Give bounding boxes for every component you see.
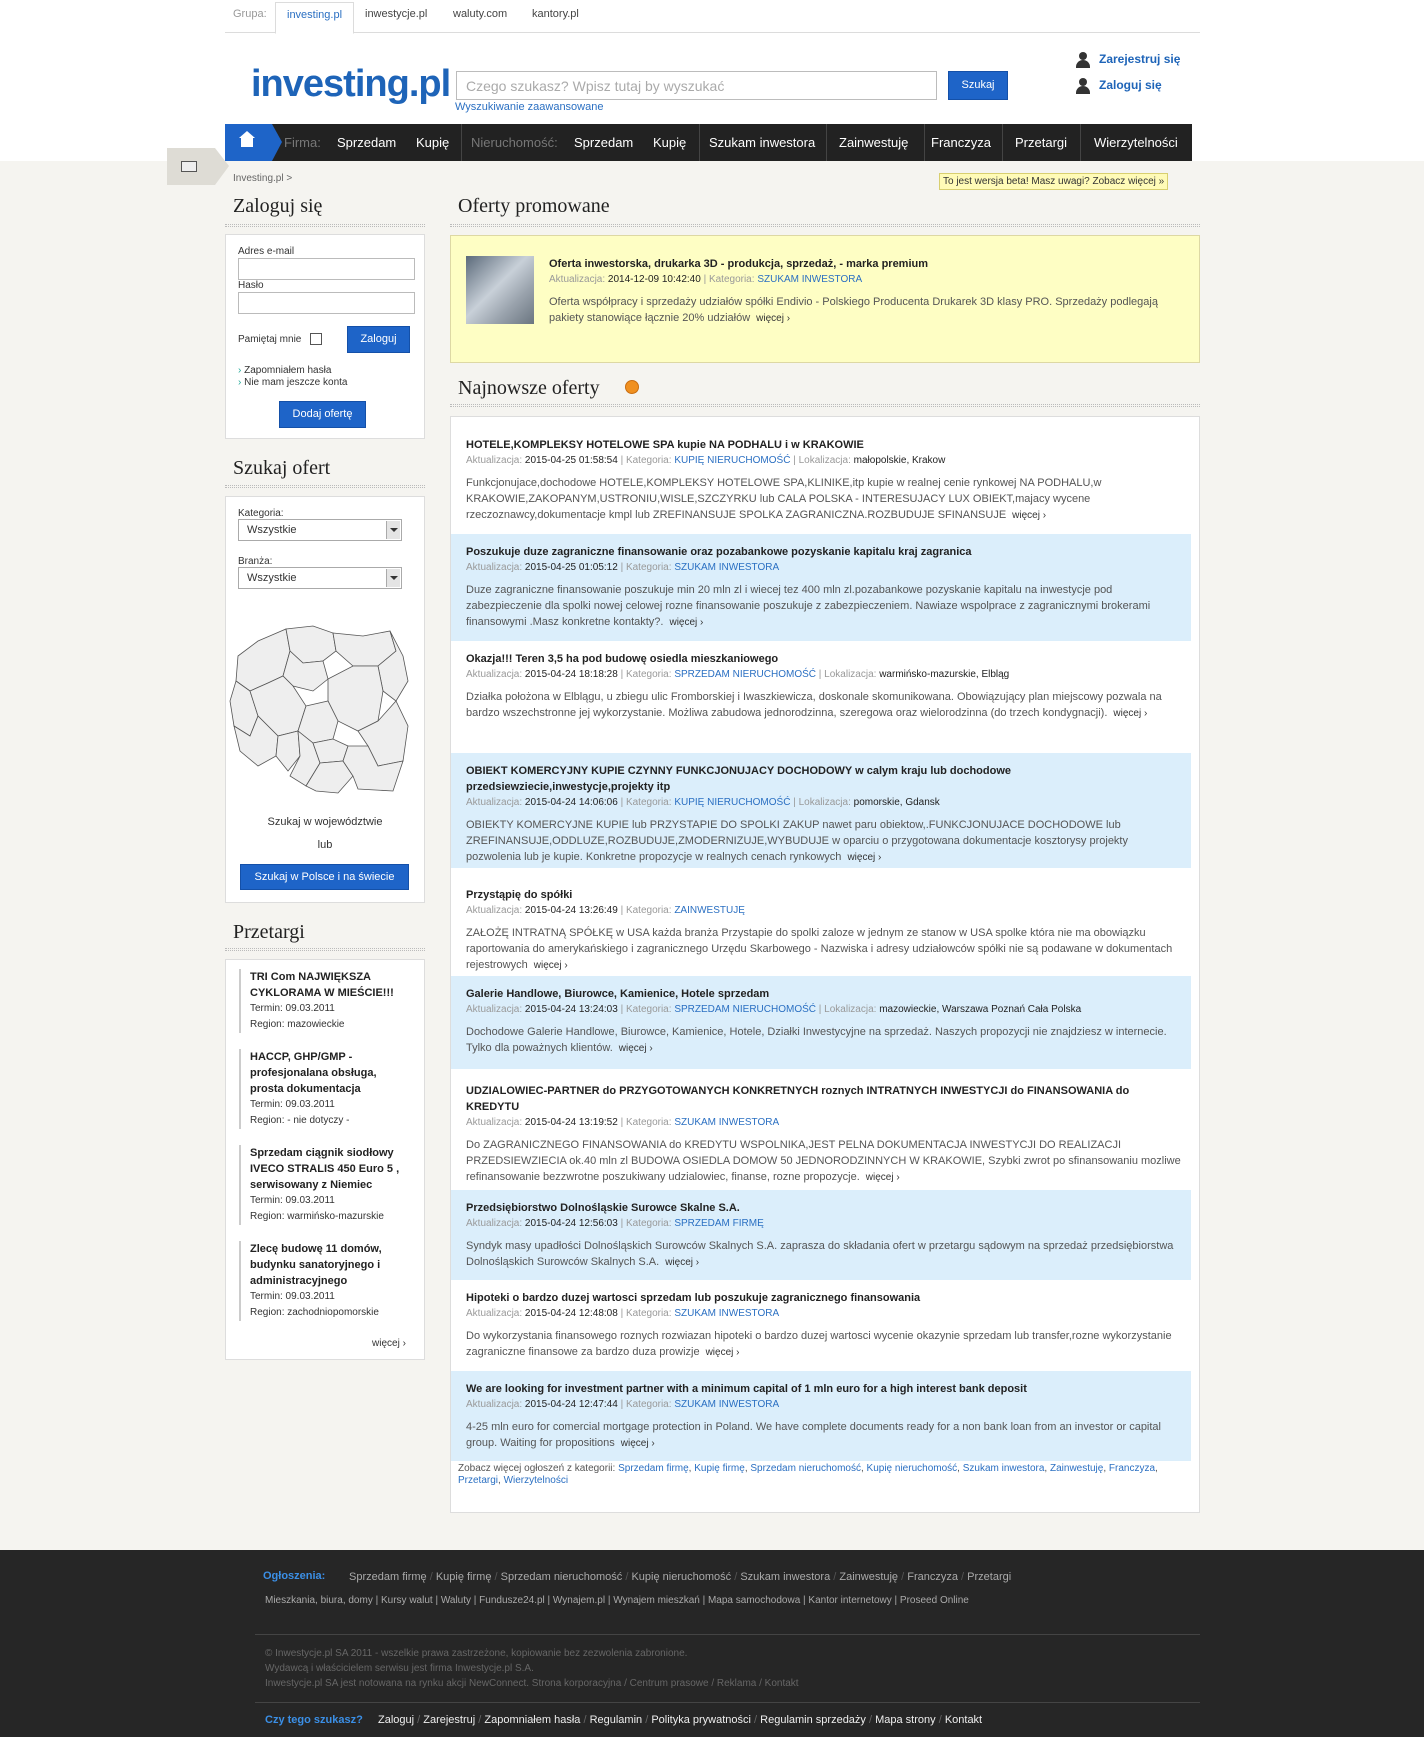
tender-title[interactable]: Sprzedam ciągnik siodłowy IVECO STRALIS 450 Euro 5 , serwisowany z Niemiec bbox=[250, 1147, 400, 1191]
more-link[interactable]: więcej › bbox=[669, 617, 703, 628]
search-offers-title: Szukaj ofert bbox=[233, 457, 331, 479]
register-link[interactable] bbox=[1076, 52, 1180, 68]
update-date: 2015-04-24 13:19:52 bbox=[524, 1117, 618, 1128]
offer-meta bbox=[466, 795, 1183, 811]
footer-ad-link[interactable]: Kupię firmę bbox=[435, 1571, 492, 1583]
nav-divider bbox=[924, 124, 925, 161]
newconnect-info[interactable]: Inwestycje.pl SA jest notowana na rynku akcji NewConnect. Strona korporacyjna / Centrum prasowe / Reklama / Kontakt bbox=[265, 1678, 799, 1689]
category-label: | Kategoria: bbox=[703, 274, 755, 285]
nav-firma-sprzedam[interactable]: Sprzedam bbox=[337, 135, 397, 150]
contact-tab[interactable] bbox=[167, 148, 215, 185]
footer-quick-link[interactable]: Kontakt bbox=[944, 1714, 983, 1726]
tender-region: Region: warmińsko-mazurskie bbox=[250, 1211, 384, 1222]
separator: / bbox=[491, 1571, 501, 1583]
logo-text: investing bbox=[251, 63, 409, 105]
separator: / bbox=[898, 1571, 908, 1583]
offer-title[interactable]: Poszukuje duze zagraniczne finansowanie oraz pozabankowe pozyskanie kapitalu kraj zagranica bbox=[466, 546, 972, 558]
nav-divider bbox=[1002, 124, 1003, 161]
login-button[interactable]: Zaloguj bbox=[347, 326, 410, 353]
offer-description bbox=[466, 817, 1183, 866]
category-link[interactable]: Sprzedam firmę bbox=[618, 1463, 689, 1474]
category-label: | Kategoria: bbox=[620, 797, 672, 808]
footer bbox=[0, 1550, 1424, 1737]
login-title: Zaloguj się bbox=[233, 195, 323, 217]
offer-item bbox=[451, 641, 1191, 744]
description-text: Syndyk masy upadłości Dolnośląskich Surowców Skalnych S.A. zaprasza do składania ofert w przetargu sądowym na sprzedaż przedsiębiorstwa Dolnośląskich Surowców Skalnych S.A. bbox=[466, 1240, 1174, 1268]
location-label: | Lokalizacja: bbox=[793, 455, 851, 466]
copyright: © Inwestycje.pl SA 2011 - wszelkie prawa zastrzeżone, kopiowanie bez zezwolenia zabronione. bbox=[265, 1648, 688, 1659]
category-label: Kategoria: bbox=[238, 508, 284, 519]
footer-ad-link[interactable]: Zainwestuję bbox=[839, 1571, 899, 1583]
tender-item[interactable] bbox=[239, 1241, 409, 1321]
tab-waluty[interactable]: waluty.com bbox=[453, 8, 508, 20]
location-label: | Lokalizacja: bbox=[793, 797, 851, 808]
user-add-icon bbox=[1076, 52, 1094, 68]
description-text: Dochodowe Galerie Handlowe, Biurowce, Kamienice, Hotele, Działki Inwestycyjne na sprzedaż. Naszych propozycji nie znajdziesz w internecie. Tylko dla poważnych klientów. bbox=[466, 1026, 1167, 1054]
title-underline bbox=[225, 485, 425, 488]
offer-title[interactable]: HOTELE,KOMPLEKSY HOTELOWE SPA kupie NA PODHALU i w KRAKOWIE bbox=[466, 439, 864, 451]
tab-inwestycje[interactable]: inwestycje.pl bbox=[365, 8, 428, 20]
description-text: ZAŁOŻĘ INTRATNĄ SPÓŁKĘ w USA każda branża Przystapie do spolki zaloze w jednym ze stanow w USA spolke która nie ma obowiązku raportowania do amerykańskiego i zagranicznego Urzędu Skarbowego - Nazwiska i adresy udziałowców spółki nie są podawane w dokumentach rejestrowych bbox=[466, 927, 1173, 971]
update-date: 2015-04-24 12:48:08 bbox=[524, 1308, 618, 1319]
footer-ads-links bbox=[349, 1571, 1011, 1583]
or-label: lub bbox=[317, 839, 333, 851]
update-date: 2015-04-25 01:58:54 bbox=[524, 455, 618, 466]
tender-region: Region: - nie dotyczy - bbox=[250, 1115, 350, 1126]
description-text: Funkcjonujace,dochodowe HOTELE,KOMPLEKSY HOTELOWE SPA,KLINIKE,itp kupie w realnej cenie rynkowej NA PODHALU,w KRAKOWIE,ZAKOPANYM,USTRONIU,WISLE,SZCZYRKU lub CALA POLSKA - INTERESUJACY LUX OBIEKT,majacy wycene rzeczoznawcy,dokumentacje kmpl lub ZREFINANSUJE SPOLKA ZAGRANICZNA.ROZBUDUJE SFINANSUJE bbox=[466, 477, 1102, 521]
offer-item bbox=[451, 1190, 1191, 1280]
offer-description bbox=[466, 475, 1183, 524]
location-value: warmińsko-mazurskie, Elbląg bbox=[879, 669, 1010, 680]
offer-description: Oferta współpracy i sprzedaży udziałów spółki Endivio - Polskiego Producenta Drukarek 3D klasy PRO. Sprzedaży podlegają pakiety stanowiące łącznie 20% udziałów bbox=[549, 296, 1158, 324]
nav-divider bbox=[699, 124, 700, 161]
update-date: 2015-04-24 14:06:06 bbox=[524, 797, 618, 808]
latest-title: Najnowsze oferty bbox=[458, 377, 600, 399]
category-link[interactable]: SPRZEDAM NIERUCHOMOŚĆ bbox=[674, 669, 816, 680]
footer-quick-link[interactable]: Zaloguj bbox=[378, 1714, 415, 1726]
update-label: Aktualizacja: bbox=[466, 1308, 523, 1319]
category-label: | Kategoria: bbox=[620, 455, 672, 466]
description-text: Do ZAGRANICZNEGO FINANSOWANIA do KREDYTU WSPOLNIKA,JEST PELNA DOKUMENTACJA INWESTYCJI DO REALIZACJI PRZEDSIEWZIECIA ok.40 mln zl BUDOWA OSIEDLA DOMOW 50 JEDNORODZINNYCH W KRAKOWIE, Szybki zwrot po sfinansowaniu mozliwe refinansowanie bezzwrotne poszukiwany udzialowiec, finanse, rozne propozycje. bbox=[466, 1139, 1181, 1183]
rss-icon[interactable] bbox=[625, 380, 639, 394]
separator: / bbox=[414, 1714, 424, 1726]
password-field[interactable] bbox=[238, 292, 415, 314]
footer-quick-link[interactable]: Regulamin sprzedaży bbox=[760, 1714, 866, 1726]
description-text: Do wykorzystania finansowego roznych rozwiazan hipoteki o bardzo duzej wartosci wycenie okazynie sprzedam lub transfer,rozne wykorzystanie zagraniczne finansowe za bardzo duza prowizje bbox=[466, 1330, 1172, 1358]
promoted-offer bbox=[450, 235, 1200, 363]
offer-meta bbox=[466, 667, 1183, 683]
update-date: 2014-12-09 10:42:40 bbox=[607, 274, 701, 285]
breadcrumb[interactable]: Investing.pl > bbox=[233, 173, 293, 184]
footer-quick-links bbox=[378, 1714, 982, 1726]
category-link[interactable]: SPRZEDAM NIERUCHOMOŚĆ bbox=[674, 1004, 816, 1015]
poland-map[interactable] bbox=[228, 621, 421, 796]
offer-item bbox=[451, 1371, 1191, 1461]
tender-term: Termin: 09.03.2011 bbox=[250, 1003, 335, 1014]
category-label: | Kategoria: bbox=[620, 562, 672, 573]
update-date: 2015-04-24 13:26:49 bbox=[524, 905, 618, 916]
location-value: mazowieckie, Warszawa Poznań Cała Polska bbox=[879, 1004, 1082, 1015]
separator: / bbox=[935, 1714, 945, 1726]
group-tabs bbox=[225, 0, 1200, 33]
see-more-label: Zobacz więcej ogłoszeń z kategorii: bbox=[458, 1463, 616, 1474]
login-link[interactable] bbox=[1076, 78, 1162, 94]
offer-title[interactable]: Hipoteki o bardzo duzej wartosci sprzedam lub poszukuje zagranicznego finansowania bbox=[466, 1292, 921, 1304]
offer-title[interactable]: Okazja!!! Teren 3,5 ha pod budowę osiedla mieszkaniowego bbox=[466, 653, 779, 665]
nav-franczyza[interactable]: Franczyza bbox=[931, 135, 991, 150]
more-link[interactable]: więcej › bbox=[534, 960, 568, 971]
location-value: pomorskie, Gdansk bbox=[853, 797, 940, 808]
offer-title[interactable]: Galerie Handlowe, Biurowce, Kamienice, Hotele sprzedam bbox=[466, 988, 770, 1000]
tender-title[interactable]: Zlecę budowę 11 domów, budynku sanatoryjnego i administracyjnego bbox=[250, 1243, 382, 1287]
user-icon bbox=[1076, 78, 1094, 94]
update-label: Aktualizacja: bbox=[466, 1004, 523, 1015]
nav-zainwestuje[interactable]: Zainwestuję bbox=[839, 135, 909, 150]
offer-meta bbox=[466, 1216, 1183, 1232]
category-label: | Kategoria: bbox=[620, 905, 672, 916]
category-link[interactable]: SZUKAM INWESTORA bbox=[674, 562, 780, 573]
more-link[interactable]: więcej › bbox=[847, 852, 881, 863]
more-link[interactable]: więcej › bbox=[621, 1438, 655, 1449]
publisher: Wydawcą i właścicielem serwisu jest firma Inwestycje.pl S.A. bbox=[265, 1663, 534, 1674]
register-label: Zarejestruj się bbox=[1099, 52, 1181, 67]
map-caption: Szukaj w województwie bbox=[267, 816, 383, 828]
footer-divider bbox=[255, 1634, 1200, 1635]
category-label: | Kategoria: bbox=[620, 1308, 672, 1319]
offer-meta bbox=[466, 453, 1183, 469]
nav-szukam-inwestora[interactable]: Szukam inwestora bbox=[709, 135, 816, 150]
footer-links2[interactable]: Mieszkania, biura, domy | Kursy walut | Waluty | Fundusze24.pl | Wynajem.pl | Wynajem mieszkań | Mapa samochodowa | Kantor internetowy | Proseed Online bbox=[265, 1595, 969, 1606]
search-world-button[interactable]: Szukaj w Polsce i na świecie bbox=[240, 864, 409, 890]
more-link[interactable]: więcej › bbox=[665, 1257, 699, 1268]
envelope-icon bbox=[181, 161, 197, 172]
tender-title[interactable]: TRI Com NAJWIĘKSZA CYKLORAMA W MIEŚCIE!!! bbox=[250, 971, 394, 999]
tender-term: Termin: 09.03.2011 bbox=[250, 1291, 335, 1302]
separator: / bbox=[830, 1571, 840, 1583]
location-label: | Lokalizacja: bbox=[818, 669, 877, 680]
separator: / bbox=[642, 1714, 652, 1726]
nav-nier-sprzedam[interactable]: Sprzedam bbox=[574, 135, 634, 150]
category-link[interactable]: KUPIĘ NIERUCHOMOŚĆ bbox=[674, 455, 791, 466]
offer-meta bbox=[466, 1397, 1183, 1413]
footer-ad-link[interactable]: Sprzedam nieruchomość bbox=[500, 1571, 623, 1583]
login-label: Zaloguj się bbox=[1099, 78, 1162, 93]
offer-item bbox=[451, 753, 1191, 868]
promoted-title: Oferty promowane bbox=[458, 195, 610, 217]
nav-divider bbox=[826, 124, 827, 161]
offer-meta bbox=[466, 903, 1183, 919]
description-text: Działka położona w Elblągu, u zbiegu ulic Fromborskiej i Iwaszkiewicza, doskonale skomunikowana. Obowiązujący plan miejscowy pozwala na bardzo wszechstronne jej wykorzystanie. Możliwa zabudowa jednorodzinna, szeregowa oraz wielorodzinna (do trzech kondygnacji). bbox=[466, 691, 1162, 719]
offer-description bbox=[466, 1328, 1183, 1361]
description-text: 4-25 mln euro for comercial mortgage protection in Poland. We have complete documents ready for a non bank loan from an investor or capital group. Waiting for propositions bbox=[466, 1421, 1161, 1449]
offer-item bbox=[451, 1073, 1191, 1183]
remember-checkbox[interactable] bbox=[310, 333, 322, 345]
email-label: Adres e-mail bbox=[238, 246, 295, 257]
promoted-offer-title[interactable]: Oferta inwestorska, drukarka 3D - produkcja, sprzedaż, - marka premium bbox=[549, 258, 929, 270]
offer-thumbnail[interactable] bbox=[466, 256, 534, 324]
home-icon bbox=[241, 137, 253, 147]
update-label: Aktualizacja: bbox=[466, 1218, 523, 1229]
footer-ad-link[interactable]: Sprzedam firmę bbox=[349, 1571, 427, 1583]
nav-nier-kupie[interactable]: Kupię bbox=[653, 135, 687, 150]
forgot-password-link[interactable]: › Zapomniałem hasła bbox=[238, 365, 331, 376]
location-label: | Lokalizacja: bbox=[818, 1004, 877, 1015]
more-link[interactable]: więcej › bbox=[619, 1043, 653, 1054]
beta-notice[interactable]: To jest wersja beta! Masz uwagi? Zobacz więcej » bbox=[939, 173, 1168, 190]
offer-item bbox=[451, 534, 1191, 641]
footer-ad-link[interactable]: Szukam inwestora bbox=[740, 1571, 831, 1583]
footer-quick-link[interactable]: Zapomniałem hasła bbox=[484, 1714, 581, 1726]
category-link[interactable]: SZUKAM INWESTORA bbox=[674, 1117, 780, 1128]
footer-quick-link[interactable]: Zarejestruj bbox=[423, 1714, 476, 1726]
tab-kantory[interactable]: kantory.pl bbox=[532, 8, 579, 20]
group-label: Grupa: bbox=[233, 8, 267, 20]
description-text: Duze zagraniczne finansowanie poszukuje min 20 mln zl i wiecej tez 400 mln zl.pozabankowe pozyskanie kapitalu na inwestycje pod zabezpieczenie dla spolki nowej celowej rozne finansowanie poszukuje z zabezpieczeniem. Nawiaze wspolprace z zagranicznymi brokerami finansowymi .Masz konkretne kontakty?. bbox=[466, 584, 1151, 628]
category-label: | Kategoria: bbox=[620, 1004, 672, 1015]
update-label: Aktualizacja: bbox=[466, 1399, 523, 1410]
footer-quick-link[interactable]: Polityka prywatności bbox=[651, 1714, 751, 1726]
update-date: 2015-04-24 13:24:03 bbox=[524, 1004, 618, 1015]
offer-title[interactable]: Przystąpię do spółki bbox=[466, 889, 573, 901]
update-date: 2015-04-24 12:56:03 bbox=[524, 1218, 618, 1229]
tender-item[interactable] bbox=[239, 1145, 409, 1225]
title-underline bbox=[450, 404, 1200, 407]
category-link[interactable]: KUPIĘ NIERUCHOMOŚĆ bbox=[674, 797, 791, 808]
offer-title[interactable]: UDZIALOWIEC-PARTNER do PRZYGOTOWANYCH KONKRETNYCH roznych INTRATNYCH INWESTYCJI do FINANSOWANIA do KREDYTU bbox=[466, 1085, 1130, 1113]
site-logo[interactable] bbox=[251, 63, 450, 106]
offer-description bbox=[466, 1137, 1183, 1186]
footer-ad-link[interactable]: Przetargi bbox=[967, 1571, 1012, 1583]
more-link[interactable]: więcej › bbox=[1113, 708, 1147, 719]
category-link[interactable]: Zainwestuję bbox=[1049, 1463, 1104, 1474]
nav-divider bbox=[1080, 124, 1081, 161]
offer-item bbox=[451, 877, 1191, 973]
branch-value: Wszystkie bbox=[247, 572, 297, 584]
home-button[interactable] bbox=[225, 124, 272, 161]
title-underline bbox=[225, 948, 425, 951]
offer-description bbox=[466, 689, 1183, 722]
description-text: OBIEKTY KOMERCYJNE KUPIE lub PRZYSTAPIE DO SPOLKI ZAKUP nawet paru obiektow,.FUNKCJONUJACE DOCHODOWE lub ZREFINANSUJE,ODDLUZE,ROZBUDUJE,ZMODERNIZUJE,WYBUDUJE w oparciu o przygotowana dokumentacje kosztorysy projekty pozwolenia lub je kupie. Konkretne propozycje w realnych cenach rynkowych bbox=[466, 819, 1128, 863]
chevron-down-icon bbox=[386, 569, 400, 587]
offer-description bbox=[466, 582, 1183, 631]
update-label: Aktualizacja: bbox=[466, 905, 523, 916]
tender-term: Termin: 09.03.2011 bbox=[250, 1195, 335, 1206]
title-underline bbox=[450, 224, 1200, 227]
separator: / bbox=[957, 1571, 968, 1583]
tender-item[interactable] bbox=[239, 1049, 409, 1129]
footer-ad-link[interactable]: Franczyza bbox=[907, 1571, 958, 1583]
offer-description bbox=[466, 1419, 1183, 1452]
offer-description bbox=[466, 1238, 1183, 1271]
tender-region: Region: mazowieckie bbox=[250, 1019, 345, 1030]
offer-meta bbox=[466, 560, 1183, 576]
category-value: Wszystkie bbox=[247, 524, 297, 536]
tenders-title: Przetargi bbox=[233, 921, 305, 943]
separator: / bbox=[865, 1714, 876, 1726]
update-date: 2015-04-25 01:05:12 bbox=[524, 562, 618, 573]
update-label: Aktualizacja: bbox=[466, 455, 523, 466]
category-label: | Kategoria: bbox=[620, 1399, 672, 1410]
tender-term: Termin: 09.03.2011 bbox=[250, 1099, 335, 1110]
offer-description bbox=[466, 1024, 1183, 1057]
tender-item[interactable] bbox=[239, 969, 409, 1033]
remember-label: Pamiętaj mnie bbox=[238, 334, 302, 345]
more-link[interactable]: więcej › bbox=[756, 313, 790, 324]
nav-divider bbox=[461, 124, 462, 161]
category-label: | Kategoria: bbox=[620, 1117, 672, 1128]
update-label: Aktualizacja: bbox=[466, 669, 523, 680]
location-value: małopolskie, Krakow bbox=[853, 455, 946, 466]
offer-item bbox=[451, 1280, 1191, 1365]
category-label: | Kategoria: bbox=[620, 669, 672, 680]
search-button[interactable]: Szukaj bbox=[948, 71, 1008, 100]
separator: / bbox=[622, 1571, 632, 1583]
offer-item bbox=[451, 976, 1191, 1069]
tab-investing[interactable]: investing.pl bbox=[275, 2, 354, 34]
category-link[interactable]: Kupię firmę bbox=[694, 1463, 745, 1474]
category-link[interactable]: ZAINWESTUJĘ bbox=[674, 905, 745, 916]
update-label: Aktualizacja: bbox=[549, 274, 606, 285]
nav-przetargi[interactable]: Przetargi bbox=[1015, 135, 1068, 150]
title-underline bbox=[225, 224, 425, 227]
password-label: Hasło bbox=[238, 280, 264, 291]
category-link[interactable]: Przetargi bbox=[458, 1475, 499, 1486]
nav-firma-kupie[interactable]: Kupię bbox=[416, 135, 450, 150]
update-date: 2015-04-24 18:18:28 bbox=[524, 669, 618, 680]
update-label: Aktualizacja: bbox=[466, 562, 523, 573]
offer-title[interactable]: We are looking for investment partner with a minimum capital of 1 mln euro for a high interest bank deposit bbox=[466, 1383, 1027, 1395]
branch-select[interactable] bbox=[238, 567, 402, 589]
footer-divider bbox=[255, 1702, 1200, 1703]
offer-title[interactable]: Przedsiębiorstwo Dolnośląskie Surowce Skalne S.A. bbox=[466, 1202, 740, 1214]
see-more-categories bbox=[458, 1463, 1193, 1487]
footer-quick-link[interactable]: Regulamin bbox=[589, 1714, 643, 1726]
email-field[interactable] bbox=[238, 258, 415, 280]
branch-label: Branża: bbox=[238, 556, 273, 567]
more-link[interactable]: więcej › bbox=[1012, 510, 1046, 521]
nav-wierzytelnosci[interactable]: Wierzytelności bbox=[1094, 135, 1178, 150]
footer-quick-link[interactable]: Mapa strony bbox=[875, 1714, 936, 1726]
separator: / bbox=[426, 1571, 436, 1583]
category-label: | Kategoria: bbox=[620, 1218, 672, 1229]
no-account-link[interactable]: › Nie mam jeszcze konta bbox=[238, 377, 347, 388]
category-link[interactable]: SZUKAM INWESTORA bbox=[757, 274, 863, 285]
category-link[interactable]: Szukam inwestora bbox=[962, 1463, 1045, 1474]
more-link[interactable]: więcej › bbox=[706, 1347, 740, 1358]
separator: / bbox=[475, 1714, 485, 1726]
separator: / bbox=[731, 1571, 741, 1583]
offer-description bbox=[466, 925, 1183, 974]
add-offer-button[interactable]: Dodaj ofertę bbox=[279, 401, 366, 428]
offer-meta bbox=[466, 1115, 1183, 1131]
footer-ads-label: Ogłoszenia: bbox=[263, 1570, 326, 1582]
category-link[interactable]: SZUKAM INWESTORA bbox=[674, 1308, 780, 1319]
category-select[interactable] bbox=[238, 519, 402, 541]
offer-item bbox=[451, 427, 1191, 527]
category-link[interactable]: Sprzedam nieruchomość bbox=[750, 1463, 861, 1474]
category-link[interactable]: SPRZEDAM FIRMĘ bbox=[674, 1218, 764, 1229]
footer-ad-link[interactable]: Kupię nieruchomość bbox=[631, 1571, 732, 1583]
nav-firma-label: Firma: bbox=[284, 135, 321, 150]
offer-meta bbox=[466, 1002, 1183, 1018]
category-link[interactable]: Wierzytelności bbox=[503, 1475, 569, 1486]
chevron-down-icon bbox=[386, 521, 400, 539]
more-link[interactable]: więcej › bbox=[866, 1172, 900, 1183]
footer-question-label: Czy tego szukasz? bbox=[265, 1714, 363, 1726]
separator: / bbox=[580, 1714, 590, 1726]
tender-region: Region: zachodniopomorskie bbox=[250, 1307, 379, 1318]
see-more-links: Sprzedam firmę, Kupię firmę, Sprzedam nieruchomość, Kupię nieruchomość, Szukam inwestora, Zainwestuję, Franczyza, Przetargi, Wierzytelności bbox=[458, 1463, 1158, 1486]
offer-title[interactable]: OBIEKT KOMERCYJNY KUPIE CZYNNY FUNKCJONUJACY DOCHODOWY w calym kraju lub dochodowe przedsiewziecie,inwestycje,projekty itp bbox=[466, 765, 1011, 793]
tender-title[interactable]: HACCP, GHP/GMP - profesjonalana obsługa, prosta dokumentacja bbox=[250, 1051, 377, 1095]
advanced-search-link[interactable]: Wyszukiwanie zaawansowane bbox=[455, 101, 604, 113]
nav-nieruchomosc-label: Nieruchomość: bbox=[471, 135, 558, 150]
search-input[interactable]: Czego szukasz? Wpisz tutaj by wyszukać bbox=[456, 71, 937, 100]
category-link[interactable]: Franczyza bbox=[1108, 1463, 1156, 1474]
logo-suffix: .pl bbox=[408, 63, 451, 105]
update-date: 2015-04-24 12:47:44 bbox=[524, 1399, 618, 1410]
update-label: Aktualizacja: bbox=[466, 1117, 523, 1128]
main-navbar bbox=[225, 124, 1192, 161]
category-link[interactable]: SZUKAM INWESTORA bbox=[674, 1399, 780, 1410]
offer-meta bbox=[466, 1306, 1183, 1322]
tenders-more-link[interactable]: więcej › bbox=[372, 1338, 406, 1349]
category-link[interactable]: Kupię nieruchomość bbox=[866, 1463, 958, 1474]
separator: / bbox=[750, 1714, 761, 1726]
update-label: Aktualizacja: bbox=[466, 797, 523, 808]
